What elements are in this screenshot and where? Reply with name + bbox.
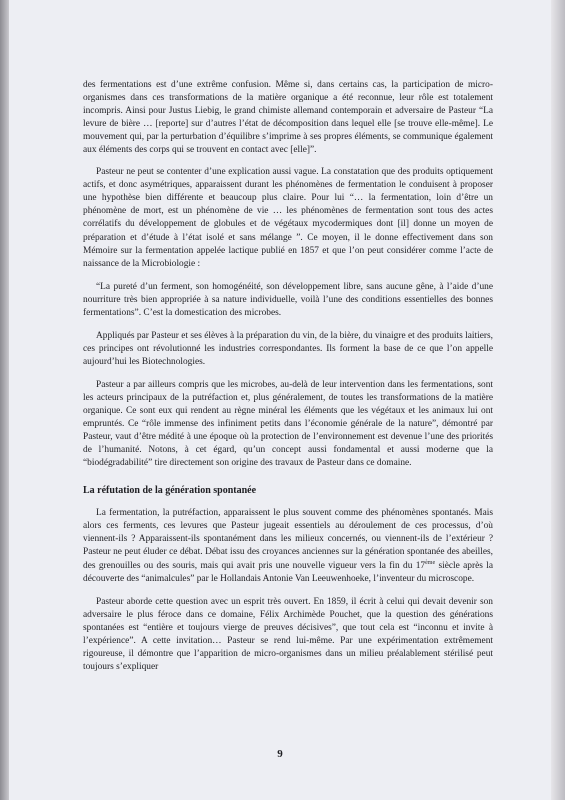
scan-shadow-left <box>0 0 9 800</box>
paragraph-spontaneous <box>83 507 493 585</box>
scan-shadow-right <box>551 0 565 800</box>
page-number: 9 <box>277 748 283 760</box>
body-text <box>83 79 493 684</box>
paragraph-biotechnologies: Appliqués par Pasteur et ses élèves à la préparation du vin, de la bière, du vinaigre et des produits laitiers, ces principes ont révolutionné les industries correspondantes. Ils forment la base de ce que l’on appelle aujourd’hui les Biotechnologies. <box>83 330 493 367</box>
paragraph-pasteur-hypothesis: Pasteur ne peut se contenter d’une explication aussi vague. La constatation que des produits optiquement actifs, et donc asymétriques, apparaissent durant les phénomènes de fermentation le conduisent à proposer une hypothèse bien différente et beaucoup plus claire. Pour lui “… la fermentation, loin d’être un phénomène de mort, est un phénomène de vie … les phénomènes de fermentation sont tous des actes corrélatifs du développement de globules et de végétaux mycodermiques dont [il] donne un moyen de préparation et d’étude à l’état isolé et sans mélange ”. Ce moyen, il le donne effectivement dans son Mémoire sur la fermentation appelée lactique publié en 1857 et que l’on peut considérer comme l’acte de naissance de la Microbiologie : <box>83 167 493 269</box>
paragraph-spontaneous-text-2: siècle après la découverte des “animalcules” par le Hollandais Antonie Van Leeuwenhoeke, l’inventeur du microscope. <box>83 560 494 584</box>
superscript-ordinal: ème <box>425 559 436 566</box>
section-heading: La réfutation de la génération spontanée <box>83 485 257 497</box>
document-page <box>9 0 551 800</box>
paragraph-liebig: des fermentations est d’une extrême confusion. Même si, dans certains cas, la participation de micro-organismes dans ces transformations de la matière organique a été reconnue, leur rôle est totalement incompris. Ainsi pour Justus Liebig, le grand chimiste allemand contemporain et adversaire de Pasteur “La levure de bière … [reporte] sur d’autres l’état de décomposition dans lequel elle [se trouve elle-même]. Le mouvement qui, par la perturbation d’équilibre s’imprime à ses propres éléments, se communique également aux éléments des corps qui se trouvent en contact avec [elle]”. <box>83 80 493 156</box>
paragraph-spontaneous-text-1: La fermentation, la putréfaction, apparaissent le plus souvent comme des phénomènes spontanés. Mais alors ces ferments, ces levures que Pasteur jugeait essentiels au déroulement de ces processus, d’où viennent-ils ? Apparaissent-ils spontanément dans les milieux concernés, ou viennent-ils de l’extérieur ? Pasteur ne peut éluder ce débat. Débat issu des croyances anciennes sur la génération spontanée des abeilles, des grenouilles ou des souris, mais qui avait pris une nouvelle vigueur vers la fin du 17 <box>83 508 493 571</box>
paragraph-pouchet: Pasteur aborde cette question avec un esprit très ouvert. En 1859, il écrit à celui qui devait devenir son adversaire le plus féroce dans ce domaine, Félix Archimède Pouchet, que la question des générations spontanées est “entière et toujours vierge de preuves décisives”, que tout cela est “inconnu et invite à l’expérience”. A cette invitation… Pasteur se rend lui-même. Par une expérimentation extrêmement rigoureuse, il démontre que l’apparition de micro-organismes dans un milieu préalablement stérilisé peut toujours s’expliquer <box>83 596 493 672</box>
paragraph-quote-purity: “La pureté d’un ferment, son homogénéité, son développement libre, sans aucune gêne, à l’aide d’une nourriture très bien appropriée à sa nature individuelle, voilà l’une des conditions essentielles des bonnes fermentations”. C’est la domestication des microbes. <box>83 281 493 318</box>
paragraph-biodegradability: Pasteur a par ailleurs compris que les microbes, au-delà de leur intervention dans les fermentations, sont les acteurs principaux de la putréfaction et, plus généralement, de toutes les transformations de la matière organique. Ce sont eux qui rendent au règne minéral les éléments que les végétaux et les animaux lui ont empruntés. Ce “rôle immense des infiniment petits dans l’économie générale de la nature”, démontré par Pasteur, vaut d’être médité à une époque où la protection de l’environnement est devenue l’une des priorités de l’humanité. Notons, à cet égard, qu’un concept aussi fondamental et aussi moderne que la “biodégradabilité” tire directement son origine des travaux de Pasteur dans ce domaine. <box>83 379 493 469</box>
